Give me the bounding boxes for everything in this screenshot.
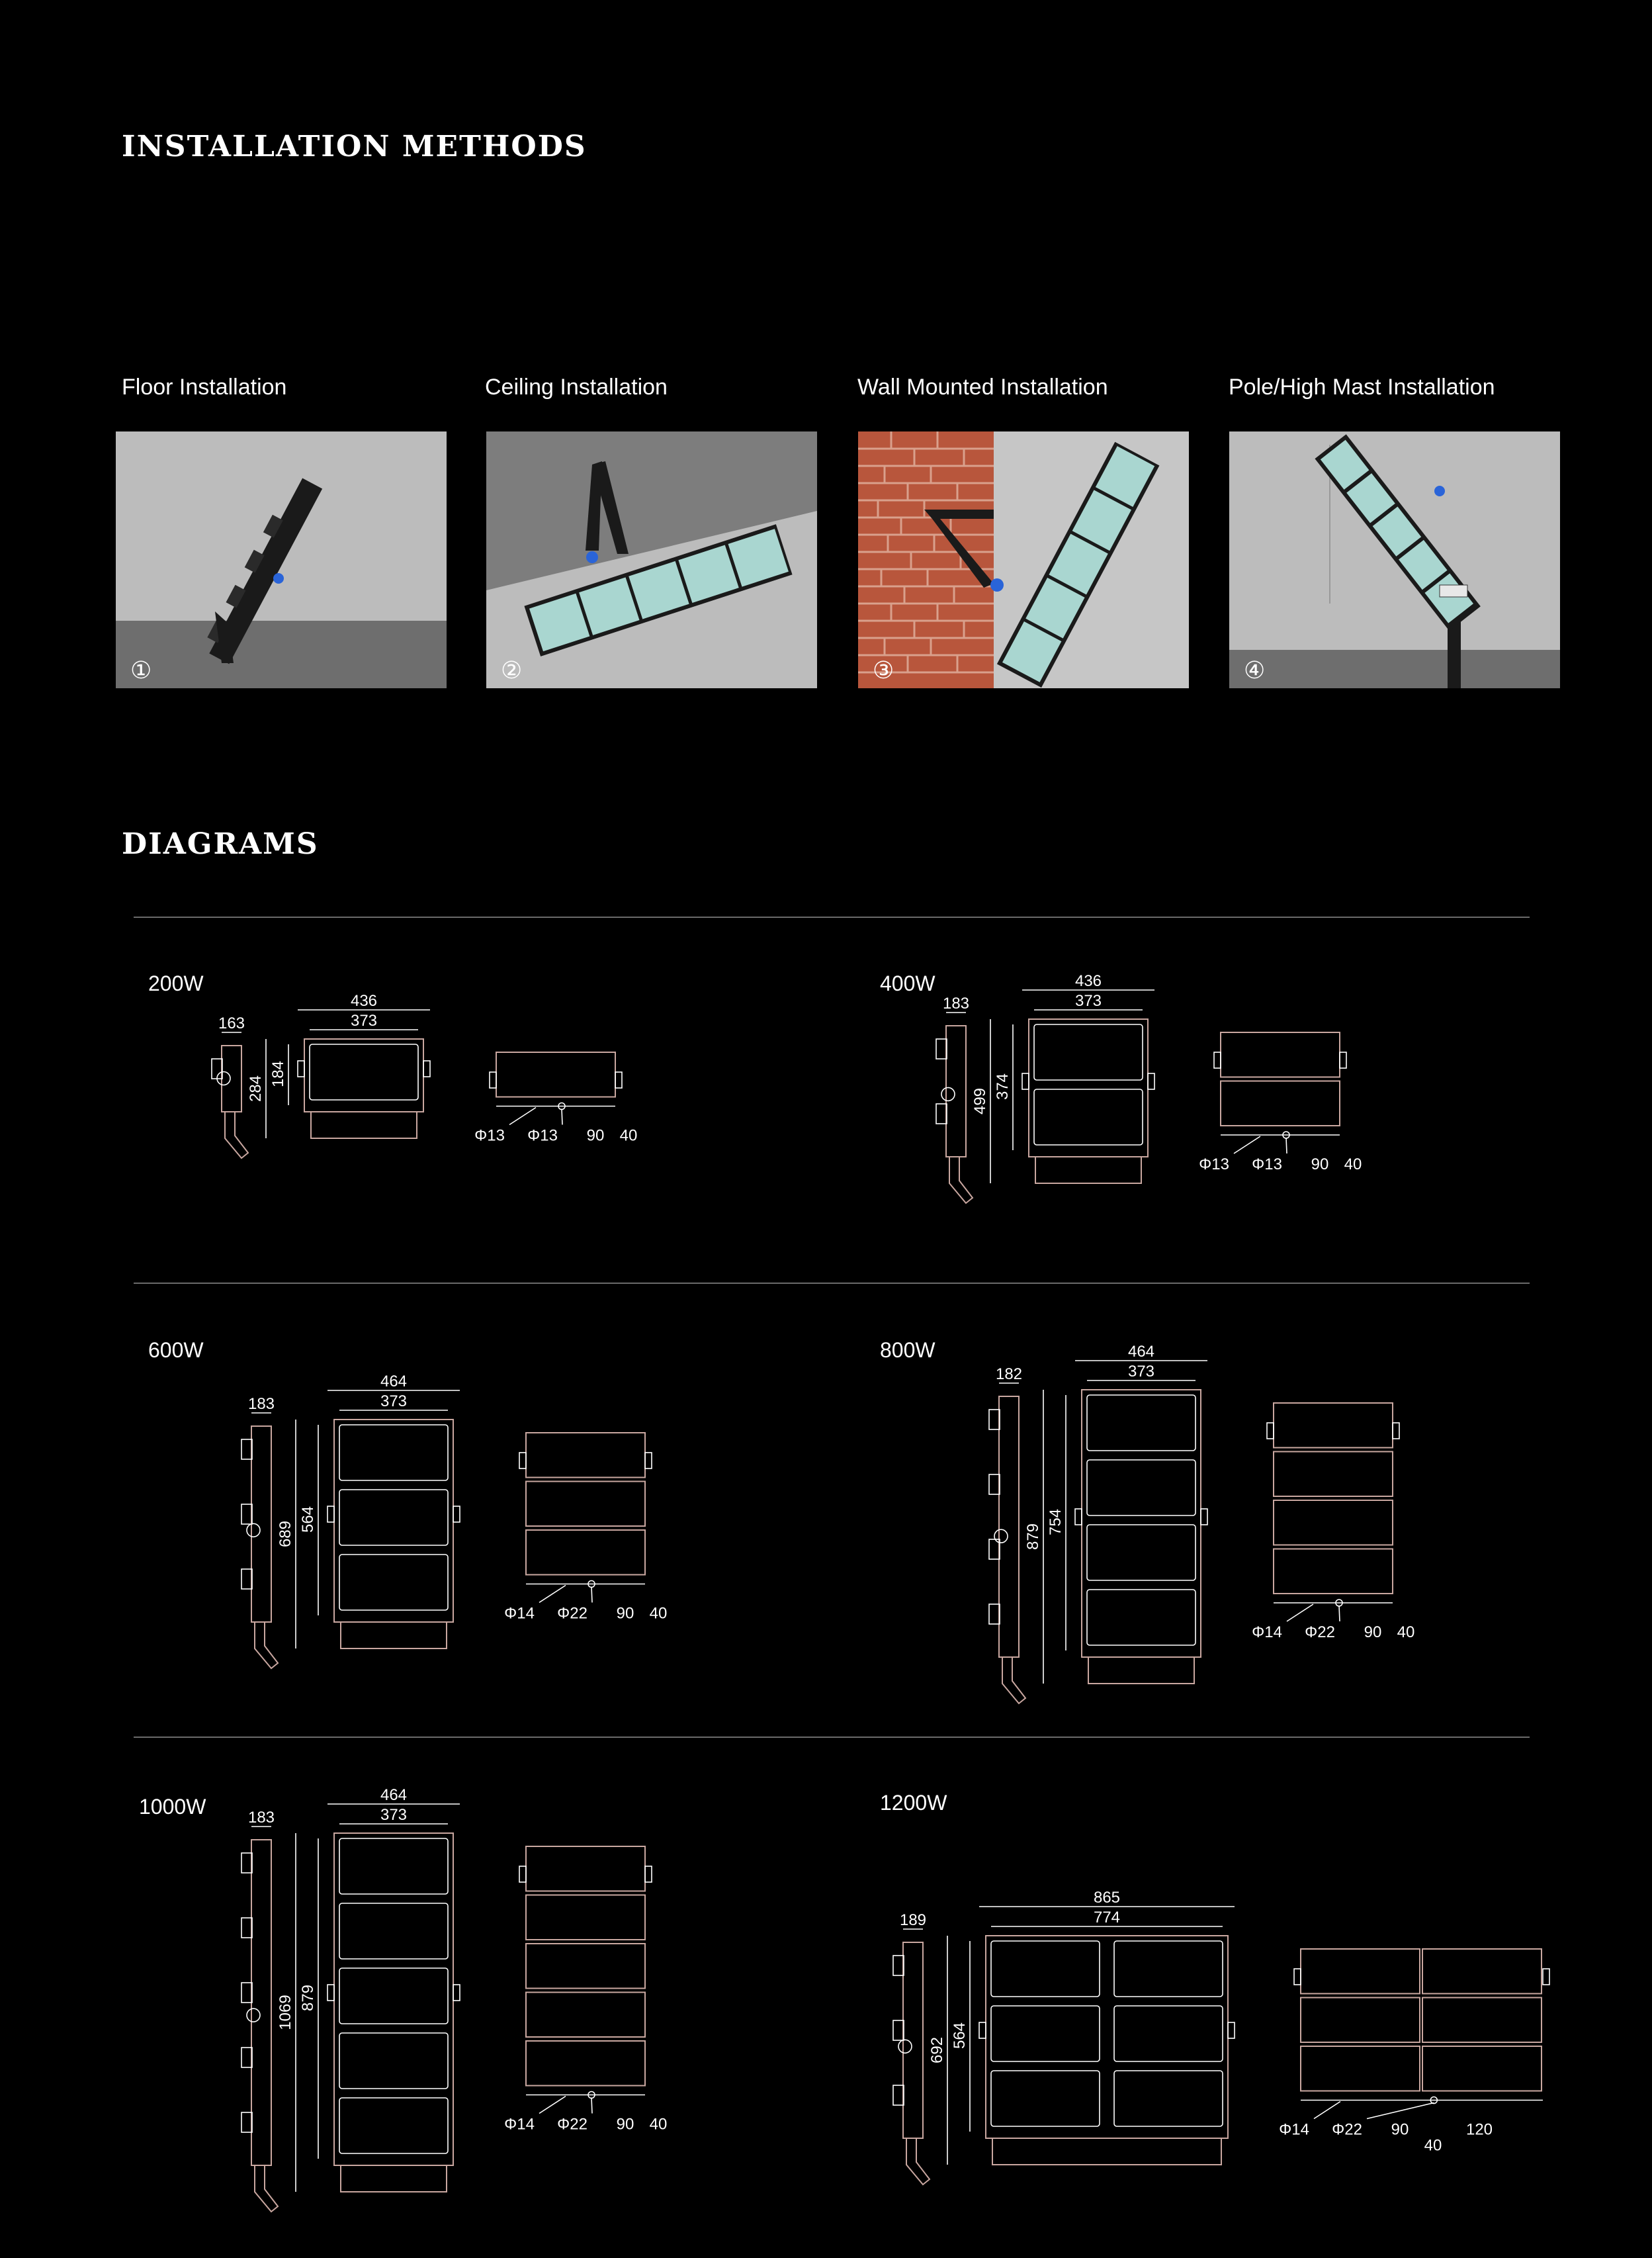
side-view bbox=[936, 1013, 973, 1203]
dim-outer-height: 1069 bbox=[277, 1995, 294, 2030]
method-label-wall: Wall Mounted Installation bbox=[857, 375, 1108, 400]
dim-side-depth: 183 bbox=[247, 1395, 275, 1413]
dim-a: 90 bbox=[586, 1126, 605, 1145]
back-view bbox=[490, 1052, 622, 1110]
diagram-200w bbox=[205, 992, 655, 1195]
dim-outer-height: 879 bbox=[1024, 1523, 1042, 1551]
method-number-4: ④ bbox=[1244, 656, 1266, 684]
dim-a: 90 bbox=[1311, 1155, 1329, 1173]
side-view bbox=[212, 1032, 248, 1158]
side-view bbox=[989, 1383, 1025, 1703]
dim-inner-width: 373 bbox=[1074, 992, 1102, 1010]
watt-label-800w: 800W bbox=[880, 1338, 935, 1362]
dim-inner-height: 374 bbox=[994, 1073, 1012, 1101]
floor-installation-image bbox=[116, 431, 447, 688]
diagram-800w bbox=[982, 1343, 1432, 1740]
method-number-1: ① bbox=[130, 656, 152, 684]
dim-outer-width: 436 bbox=[350, 992, 378, 1010]
method-number-2: ② bbox=[501, 656, 523, 684]
dim-a: 90 bbox=[616, 1604, 634, 1623]
dim-outer-height: 284 bbox=[247, 1075, 265, 1103]
diagram-400w bbox=[930, 972, 1379, 1240]
dim-inner-width: 774 bbox=[1093, 1909, 1121, 1926]
back-view bbox=[1294, 1949, 1549, 2104]
dim-side-depth: 182 bbox=[995, 1365, 1023, 1383]
dim-b: 40 bbox=[1424, 2136, 1442, 2155]
front-view bbox=[327, 1420, 460, 1648]
dim-b: 40 bbox=[1344, 1155, 1362, 1173]
dim-inner-height: 879 bbox=[299, 1984, 317, 2012]
dim-cable-1: Φ14 bbox=[1279, 2120, 1309, 2139]
diagrams-title: DIAGRAMS bbox=[122, 827, 319, 861]
method-label-floor: Floor Installation bbox=[122, 375, 287, 400]
ceiling-installation-image bbox=[486, 431, 817, 688]
dim-outer-width: 436 bbox=[1074, 972, 1102, 990]
dim-a: 90 bbox=[616, 2115, 634, 2134]
dim-inner-height: 754 bbox=[1047, 1508, 1065, 1536]
dim-b: 40 bbox=[1397, 1623, 1415, 1641]
back-view bbox=[519, 1846, 652, 2099]
dim-inner-height: 184 bbox=[269, 1060, 287, 1088]
dim-cable-1: Φ13 bbox=[1199, 1155, 1229, 1173]
dim-b: 40 bbox=[619, 1126, 638, 1145]
back-view bbox=[1214, 1032, 1346, 1138]
side-view bbox=[241, 1413, 278, 1668]
front-view bbox=[1022, 1019, 1154, 1183]
dim-inner-height: 564 bbox=[299, 1506, 317, 1533]
dim-a: 90 bbox=[1391, 2120, 1409, 2139]
front-view bbox=[327, 1833, 460, 2192]
watt-label-1000w: 1000W bbox=[139, 1795, 206, 1819]
dim-c: 120 bbox=[1465, 2120, 1493, 2139]
dim-outer-width: 464 bbox=[1127, 1343, 1155, 1361]
dim-inner-height: 564 bbox=[951, 2022, 969, 2050]
dim-outer-height: 689 bbox=[277, 1520, 294, 1548]
dim-inner-width: 373 bbox=[350, 1012, 378, 1030]
divider bbox=[134, 917, 1530, 918]
front-view bbox=[1075, 1390, 1207, 1684]
dim-b: 40 bbox=[649, 1604, 668, 1623]
dim-cable-2: Φ13 bbox=[527, 1126, 558, 1145]
dim-outer-height: 499 bbox=[971, 1087, 989, 1115]
dim-cable-2: Φ22 bbox=[1332, 2120, 1362, 2139]
method-label-ceiling: Ceiling Installation bbox=[485, 375, 668, 400]
dim-inner-width: 373 bbox=[1127, 1363, 1155, 1380]
watt-label-200w: 200W bbox=[148, 971, 204, 995]
dim-cable-1: Φ14 bbox=[1252, 1623, 1282, 1641]
dim-side-depth: 183 bbox=[247, 1809, 275, 1827]
dim-b: 40 bbox=[649, 2115, 668, 2134]
dim-cable-2: Φ22 bbox=[557, 1604, 587, 1623]
watt-label-1200w: 1200W bbox=[880, 1791, 947, 1815]
front-view bbox=[979, 1936, 1235, 2165]
dim-cable-1: Φ14 bbox=[504, 2115, 535, 2134]
dim-cable-1: Φ13 bbox=[474, 1126, 505, 1145]
installation-methods-title: INSTALLATION METHODS bbox=[122, 130, 587, 163]
dim-a: 90 bbox=[1364, 1623, 1382, 1641]
method-label-pole: Pole/High Mast Installation bbox=[1229, 375, 1495, 400]
dim-cable-2: Φ22 bbox=[557, 2115, 587, 2134]
dim-inner-width: 373 bbox=[380, 1806, 408, 1824]
dim-side-depth: 189 bbox=[899, 1911, 927, 1929]
side-view bbox=[893, 1929, 930, 2185]
diagram-600w bbox=[235, 1373, 685, 1705]
dim-outer-width: 865 bbox=[1093, 1889, 1121, 1907]
diagram-1000w bbox=[235, 1786, 685, 2248]
dim-cable-2: Φ22 bbox=[1305, 1623, 1335, 1641]
dim-side-depth: 183 bbox=[942, 995, 970, 1013]
divider bbox=[134, 1283, 1530, 1284]
watt-label-600w: 600W bbox=[148, 1338, 204, 1362]
diagram-1200w bbox=[887, 1889, 1583, 2221]
dim-cable-1: Φ14 bbox=[504, 1604, 535, 1623]
dim-inner-width: 373 bbox=[380, 1392, 408, 1410]
wall-installation-image bbox=[858, 431, 1189, 688]
side-view bbox=[241, 1827, 278, 2212]
back-view bbox=[519, 1433, 652, 1588]
front-view bbox=[298, 1039, 430, 1138]
dim-cable-2: Φ13 bbox=[1252, 1155, 1282, 1173]
dim-outer-width: 464 bbox=[380, 1373, 408, 1390]
watt-label-400w: 400W bbox=[880, 971, 935, 995]
dim-outer-width: 464 bbox=[380, 1786, 408, 1804]
dim-outer-height: 692 bbox=[928, 2036, 946, 2064]
method-number-3: ③ bbox=[873, 656, 894, 684]
pole-installation-image bbox=[1229, 431, 1560, 688]
back-view bbox=[1267, 1403, 1399, 1606]
dim-side-depth: 163 bbox=[218, 1015, 245, 1032]
